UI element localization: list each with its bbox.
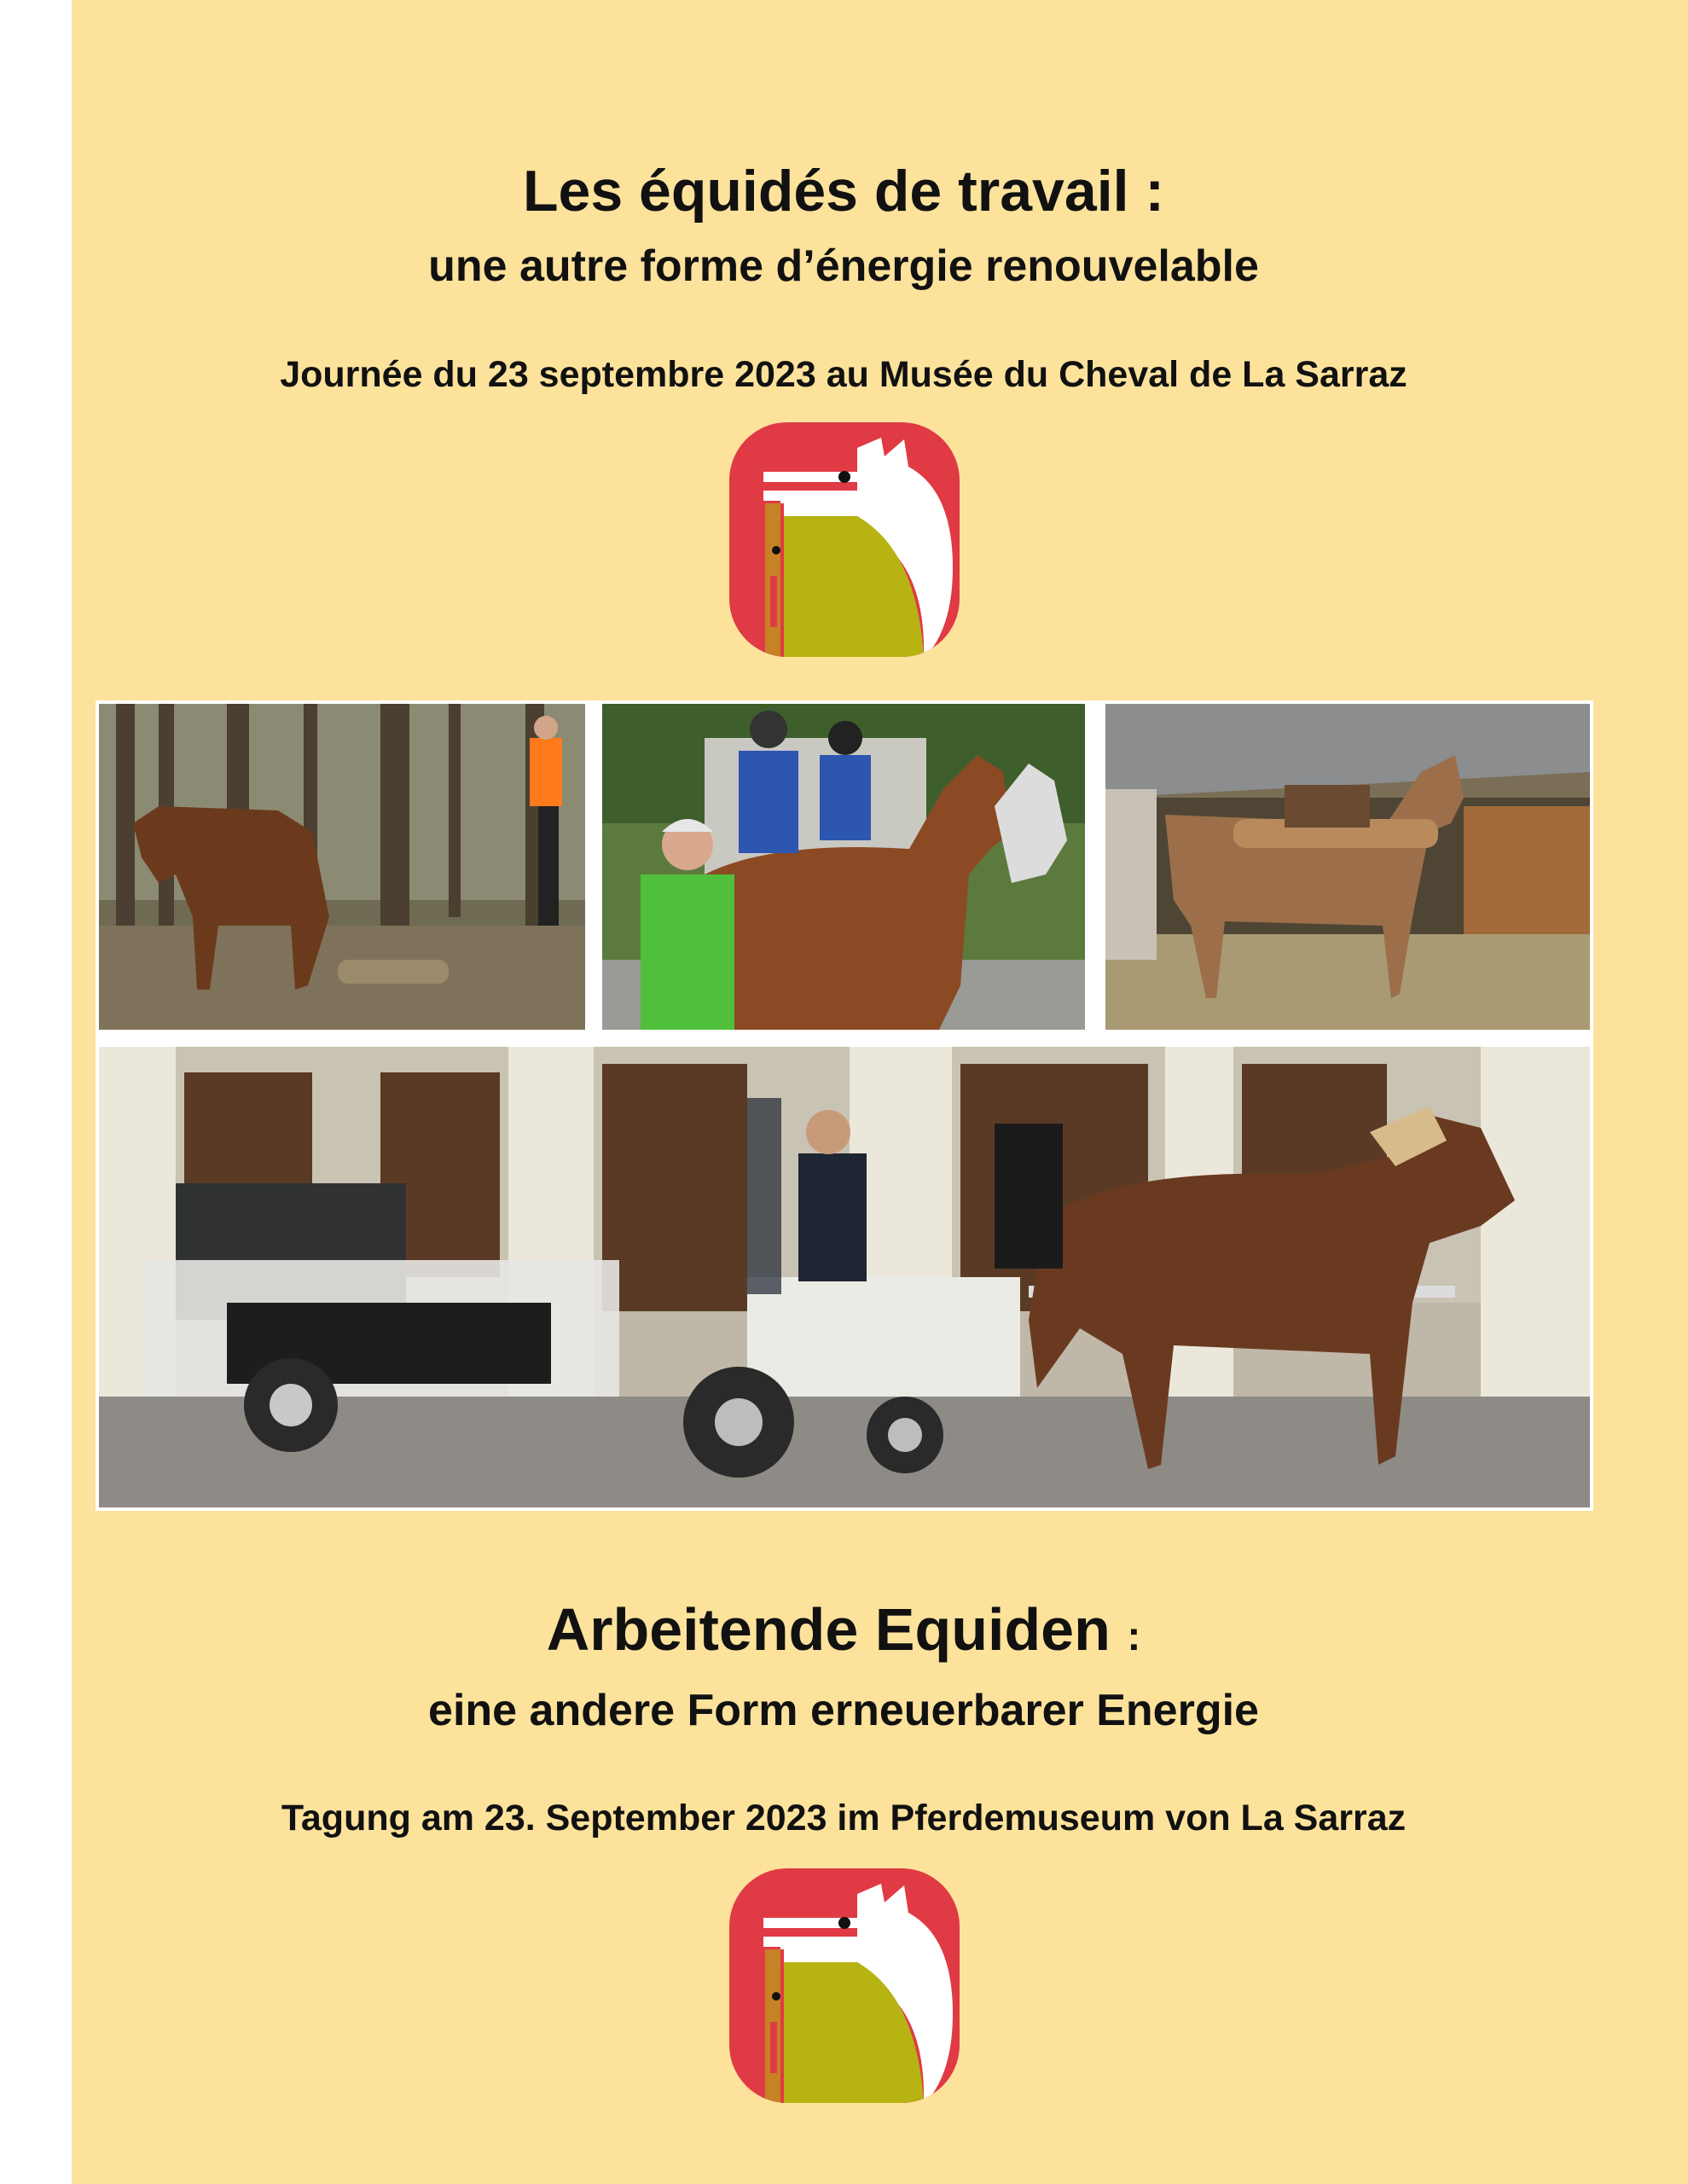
french-title: Les équidés de travail : bbox=[522, 159, 1165, 224]
german-title-text: Arbeitende Equiden bbox=[546, 1596, 1111, 1663]
photo-mounted-police-horses bbox=[602, 704, 1085, 1030]
photo-horse-drawn-street-cleaning-cart bbox=[99, 1047, 1590, 1507]
museum-logo-top bbox=[729, 422, 960, 657]
flyer-page bbox=[72, 0, 1688, 2184]
german-title-colon: : bbox=[1127, 1614, 1141, 1659]
german-title bbox=[72, 1595, 1615, 1664]
german-subtitle: eine andere Form erneuerbarer Energie bbox=[428, 1686, 1259, 1735]
photo-pack-mule-carrying-log bbox=[1105, 704, 1590, 1030]
german-event-line: Tagung am 23. September 2023 im Pferdemuseum von La Sarraz bbox=[281, 1798, 1407, 1838]
french-event-line: Journée du 23 septembre 2023 au Musée du Cheval de La Sarraz bbox=[280, 354, 1407, 395]
french-subtitle: une autre forme d’énergie renouvelable bbox=[428, 241, 1259, 291]
photo-forest-logging-horse bbox=[99, 704, 585, 1030]
museum-logo-bottom bbox=[729, 1868, 960, 2103]
